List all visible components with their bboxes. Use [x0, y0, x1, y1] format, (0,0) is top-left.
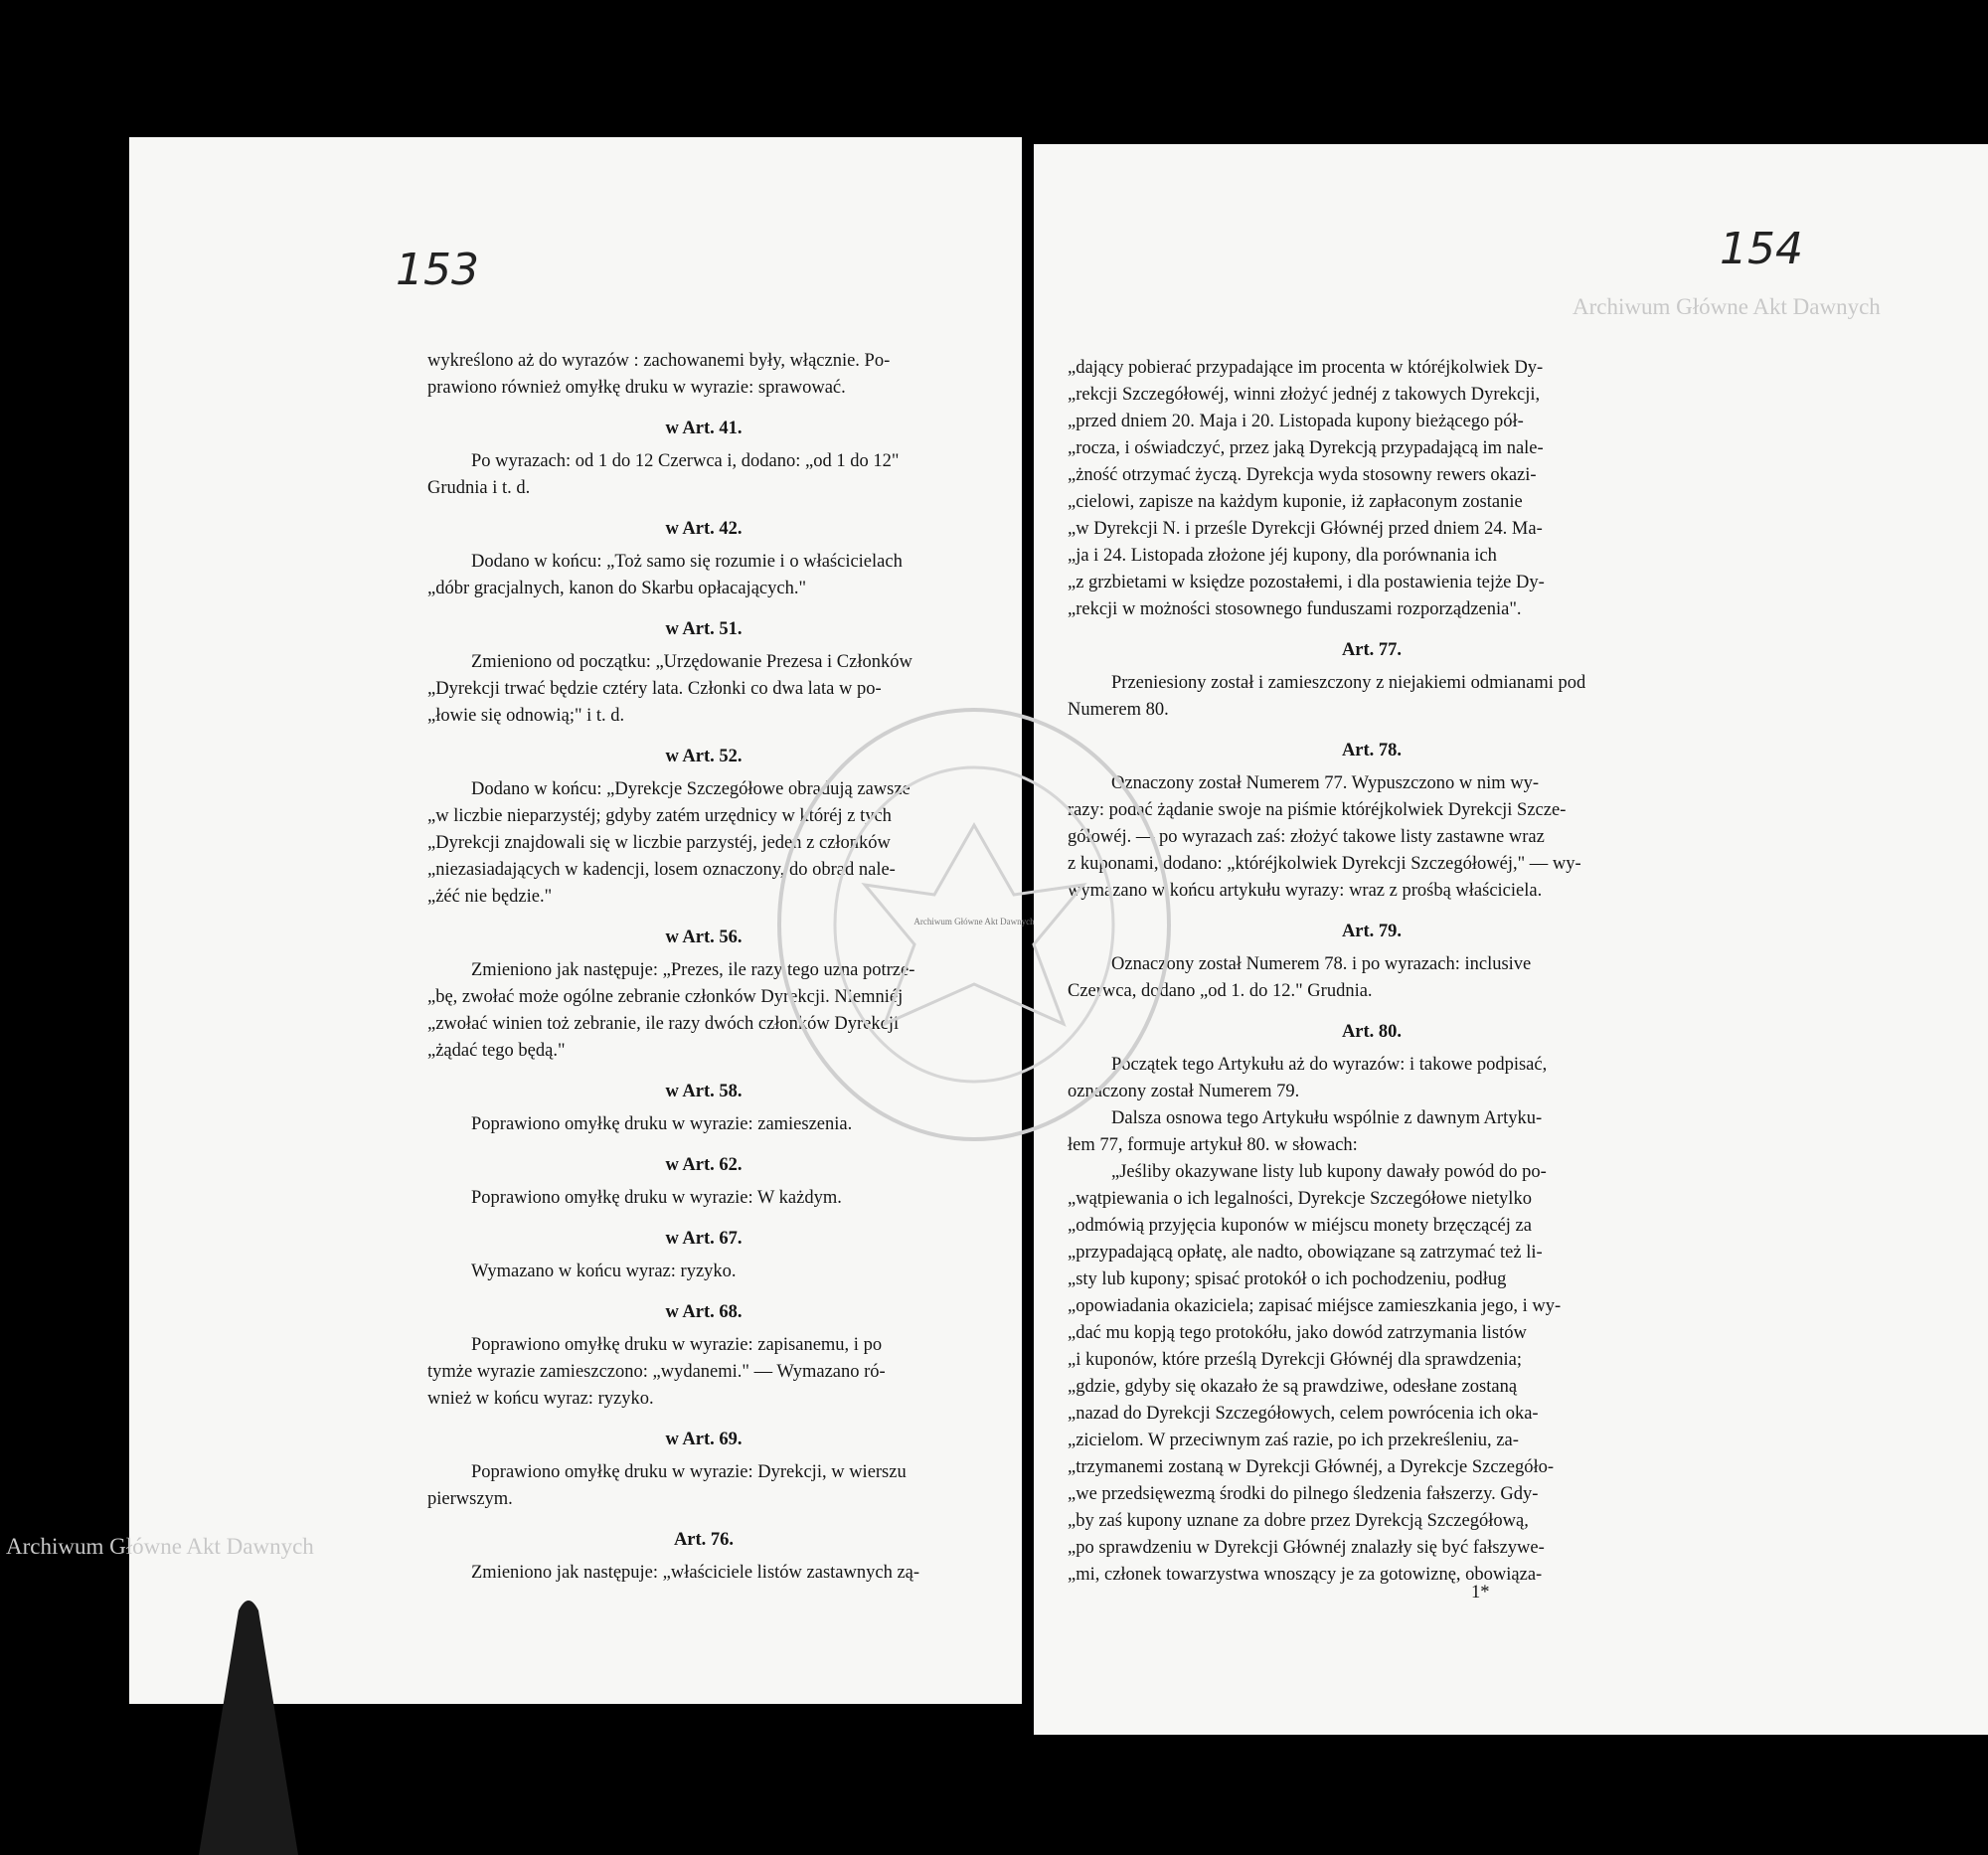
text-line: Początek tego Artykułu aż do wyrazów: i takowe podpisać,	[1111, 1055, 1548, 1075]
text-line: „przypadającą opłatę, ale nadto, obowiązane są zatrzymać też li-	[1068, 1243, 1543, 1263]
archive-stamp	[765, 696, 1183, 1153]
article-heading: w Art. 68.	[665, 1302, 743, 1322]
text-line: „po sprawdzeniu w Dyrekcji Głównéj znalazły się być fałszywe-	[1068, 1538, 1545, 1558]
text-line: „trzymanemi zostaną w Dyrekcji Głównéj, a Dyrekcje Szczegóło-	[1068, 1457, 1555, 1477]
text-line: oznaczony został Numerem 79.	[1068, 1082, 1300, 1101]
stamp-label: Archiwum Główne Akt Dawnych	[913, 917, 1035, 927]
text-line: Przeniesiony został i zamieszczony z niejakiemi odmianami pod	[1111, 673, 1586, 693]
text-line: pierwszym.	[427, 1489, 513, 1509]
text-line: „mi, członek towarzystwa wnoszący je za gotowiznę, obowiąza-	[1068, 1565, 1543, 1585]
text-line: „dający pobierać przypadające im procenta w któréjkolwiek Dy-	[1068, 358, 1544, 378]
finger-shadow	[179, 1591, 308, 1855]
text-line: „ja i 24. Listopada złożone jéj kupony, dla porównania ich	[1068, 546, 1497, 566]
text-line: „opowiadania okaziciela; zapisać miéjsce zamieszkania jego, i wy-	[1068, 1296, 1562, 1316]
text-line: Zmieniono jak następuje: „właściciele listów zastawnych zą-	[471, 1563, 920, 1583]
text-line: „łowie się odnowią;" i t. d.	[427, 706, 625, 726]
text-line: „w liczbie nieparzystéj; gdyby zatém urzędnicy w któréj z tych	[427, 806, 892, 826]
text-line: prawiono również omyłkę druku w wyrazie: sprawować.	[427, 378, 846, 398]
text-line: Oznaczony został Numerem 78. i po wyrazach: inclusive	[1111, 954, 1532, 974]
text-line: Zmieniono od początku: „Urzędowanie Prezesa i Członków	[471, 652, 912, 672]
article-heading: w Art. 52.	[665, 747, 743, 766]
text-line: „z grzbietami w księdze pozostałemi, i dla postawienia tejże Dy-	[1068, 573, 1545, 592]
article-heading: w Art. 58.	[665, 1082, 743, 1101]
text-line: „zicielom. W przeciwnym zaś razie, po ich przekreśleniu, za-	[1068, 1431, 1519, 1450]
text-line: wymazano w końcu artykułu wyrazy: wraz z prośbą właściciela.	[1068, 881, 1543, 901]
article-heading: w Art. 41.	[665, 419, 743, 438]
text-line: łem 77, formuje artykuł 80. w słowach:	[1068, 1135, 1358, 1155]
article-heading: Art. 78.	[1341, 741, 1403, 760]
text-line: „rekcji w możności stosownego funduszami rozporządzenia".	[1068, 599, 1522, 619]
text-line: razy: podać żądanie swoje na piśmie któréjkolwiek Dyrekcji Szcze-	[1068, 800, 1567, 820]
article-heading: w Art. 69.	[665, 1430, 743, 1449]
text-line: Wymazano w końcu wyraz: ryzyko.	[471, 1262, 737, 1281]
text-line: „sty lub kupony; spisać protokół o ich pochodzeniu, podług	[1068, 1269, 1507, 1289]
article-heading: Art. 77.	[1341, 640, 1403, 660]
text-line: „gdzie, gdyby się okazało że są prawdziwe, odesłane zostaną	[1068, 1377, 1518, 1397]
text-line: Poprawiono omyłkę druku w wyrazie: W każdym.	[471, 1188, 842, 1208]
text-line: Poprawiono omyłkę druku w wyrazie: zamieszenia.	[471, 1114, 853, 1134]
text-line: wnież w końcu wyraz: ryzyko.	[427, 1389, 654, 1409]
text-line: „Jeśliby okazywane listy lub kupony dawały powód do po-	[1111, 1162, 1547, 1182]
text-line: Czerwca, dodano „od 1. do 12." Grudnia.	[1068, 981, 1373, 1001]
text-line: „zwołać winien toż zebranie, ile razy dwóch członków Dyrekcji	[427, 1014, 900, 1034]
text-line: „przed dniem 20. Maja i 20. Listopada kupony bieżącego pół-	[1068, 412, 1524, 431]
article-heading: Art. 76.	[673, 1530, 735, 1550]
text-line: wykreślono aż do wyrazów : zachowanemi były, włącznie. Po-	[427, 351, 891, 371]
text-line: Poprawiono omyłkę druku w wyrazie: Dyrekcji, w wierszu	[471, 1462, 907, 1482]
article-heading: w Art. 62.	[665, 1155, 743, 1175]
text-line: „odmówią przyjęcia kuponów w miéjscu monety brzęczącéj za	[1068, 1216, 1532, 1236]
text-line: Poprawiono omyłkę druku w wyrazie: zapisanemu, i po	[471, 1335, 883, 1355]
article-heading: w Art. 67.	[665, 1229, 743, 1249]
text-line: „rocza, i oświadczyć, przez jaką Dyrekcją przypadającą im nale-	[1068, 438, 1544, 458]
text-line: gółowéj. — po wyrazach zaś: złożyć takowe listy zastawne wraz	[1068, 827, 1545, 847]
text-line: tymże wyrazie zamieszczono: „wydanemi." — Wymazano ró-	[427, 1362, 886, 1382]
text-line: Dodano w końcu: „Toż samo się rozumie i o właścicielach	[471, 552, 903, 572]
folio-number: 153	[396, 245, 479, 295]
text-line: „i kuponów, które prześlą Dyrekcji Głównéj dla sprawdzenia;	[1068, 1350, 1523, 1370]
text-line: „by zaś kupony uznane za dobre przez Dyrekcją Szczegółową,	[1068, 1511, 1529, 1531]
text-line: Oznaczony został Numerem 77. Wypuszczono w nim wy-	[1111, 773, 1540, 793]
text-line: Zmieniono jak następuje: „Prezes, ile razy tego uzna potrze-	[471, 960, 915, 980]
text-line: „żéć nie będzie."	[427, 887, 553, 907]
text-line: Dalsza osnowa tego Artykułu wspólnie z dawnym Artyku-	[1111, 1108, 1543, 1128]
text-line: „Dyrekcji trwać będzie cztéry lata. Członki co dwa lata w po-	[427, 679, 882, 699]
text-line: Grudnia i t. d.	[427, 478, 531, 498]
folio-number: 154	[1720, 224, 1803, 274]
text-line: Dodano w końcu: „Dyrekcje Szczegółowe obradują zawsze	[471, 779, 911, 799]
archive-watermark: Archiwum Główne Akt Dawnych	[1573, 294, 1881, 319]
text-line: „niezasiadających w kadencji, losem oznaczony, do obrad nale-	[427, 860, 896, 880]
text-line: „żność otrzymać życzą. Dyrekcja wyda stosowny rewers okazi-	[1068, 465, 1537, 485]
text-line: „wątpiewania o ich legalności, Dyrekcje Szczegółowe nietylko	[1068, 1189, 1532, 1209]
text-line: Numerem 80.	[1068, 700, 1169, 720]
text-line: „dać mu kopją tego protokółu, jako dowód zatrzymania listów	[1068, 1323, 1527, 1343]
article-heading: Art. 79.	[1341, 922, 1403, 941]
text-line: „żądać tego będą."	[427, 1041, 566, 1061]
text-line: „we przedsięwezmą środki do pilnego śledzenia fałszerzy. Gdy-	[1068, 1484, 1539, 1504]
text-line: „dóbr gracjalnych, kanon do Skarbu opłacających."	[427, 579, 807, 598]
text-line: „cielowi, zapisze na każdym kuponie, iż zapłaconym zostanie	[1068, 492, 1523, 512]
archive-watermark: Archiwum Główne Akt Dawnych	[6, 1534, 314, 1559]
text-line: „w Dyrekcji N. i prześle Dyrekcji Głównéj przed dniem 24. Ma-	[1068, 519, 1543, 539]
text-line: „bę, zwołać może ogólne zebranie członków Dyrekcji. Niemniéj	[427, 987, 904, 1007]
signature-mark: 1*	[1471, 1583, 1490, 1602]
text-line: „Dyrekcji znajdowali się w liczbie parzystéj, jeden z członków	[427, 833, 891, 853]
text-line: z kuponami, dodano: „któréjkolwiek Dyrekcji Szczegółowéj," — wy-	[1068, 854, 1581, 874]
article-heading: w Art. 56.	[665, 928, 743, 947]
article-heading: w Art. 51.	[665, 619, 743, 639]
text-line: „rekcji Szczegółowéj, winni złożyć jednéj z takowych Dyrekcji,	[1068, 385, 1541, 405]
article-heading: w Art. 42.	[665, 519, 743, 539]
text-line: Po wyrazach: od 1 do 12 Czerwca i, dodano: „od 1 do 12"	[471, 451, 900, 471]
article-heading: Art. 80.	[1341, 1022, 1403, 1042]
text-line: „nazad do Dyrekcji Szczegółowych, celem powrócenia ich oka-	[1068, 1404, 1539, 1424]
